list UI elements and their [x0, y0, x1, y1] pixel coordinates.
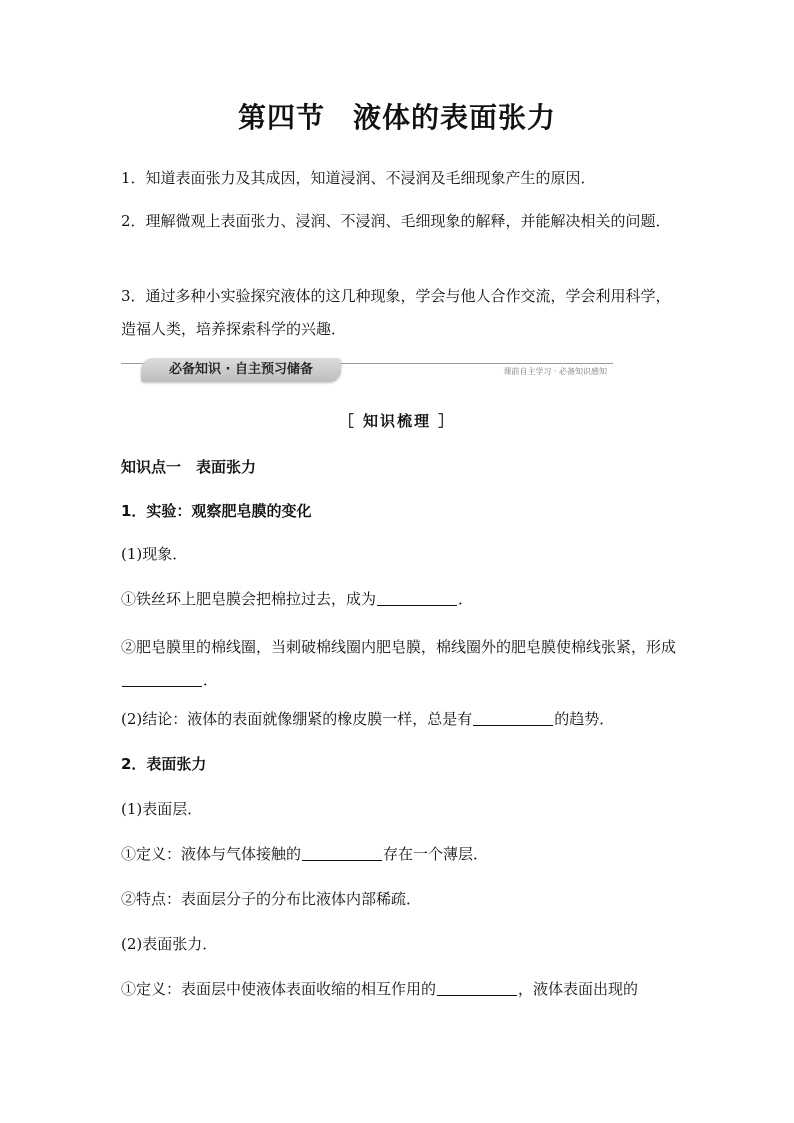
objective-2: 2．理解微观上表面张力、浸润、不浸润、毛细现象的解释，并能解决相关的问题．: [121, 212, 671, 230]
line-tension: (2)表面张力．: [121, 935, 218, 953]
fill-blank: [377, 589, 457, 606]
fill-blank: [473, 709, 553, 726]
fill-blank: [437, 979, 517, 996]
line-conclusion: (2)结论：液体的表面就像绷紧的橡皮膜一样，总是有 的趋势．: [121, 710, 615, 728]
page-title: [0, 96, 794, 136]
section-number: 第四节: [237, 101, 325, 134]
line-phenomenon-1: ①铁丝环上肥皂膜会把棉拉过去，成为 ．: [121, 590, 474, 608]
banner-sub: 课前自主学习 · 必备知识感知: [503, 367, 607, 376]
line-surface-layer: (1)表面层．: [121, 800, 203, 818]
line-definition: ①定义：液体与气体接触的 存在一个薄层．: [121, 845, 489, 863]
section-name: 液体的表面张力: [353, 101, 557, 134]
fill-blank: [302, 844, 382, 861]
knowledge-point-title: 知识点一 表面张力: [121, 458, 257, 476]
line-feature: ②特点：表面层分子的分布比液体内部稀疏．: [121, 890, 422, 908]
heading-experiment: 1．实验：观察肥皂膜的变化: [121, 502, 312, 520]
objective-3: 3．通过多种小实验探究液体的这几种现象，学会与他人合作交流，学会利用科学，造福人类，培养探索科学的兴趣．: [121, 287, 671, 338]
objective-1: 1．知道表面张力及其成因，知道浸润、不浸润及毛细现象产生的原因．: [121, 169, 596, 187]
line-phenomenon: (1)现象．: [121, 545, 188, 563]
section-heading: ［ 知识梳理 ］: [338, 412, 456, 430]
banner-label: 必备知识 · 自主预习储备: [141, 358, 341, 382]
fill-blank: [122, 670, 202, 687]
section-banner: [121, 354, 613, 384]
heading-surface-tension: 2．表面张力: [121, 755, 207, 773]
line-tension-definition: ①定义：表面层中使液体表面收缩的相互作用的 ，液体表面出现的: [121, 980, 639, 998]
line-phenomenon-2: ②肥皂膜里的棉线圈，当刺破棉线圈内肥皂膜，棉线圈外的肥皂膜使棉线张紧，形成．: [121, 638, 677, 689]
